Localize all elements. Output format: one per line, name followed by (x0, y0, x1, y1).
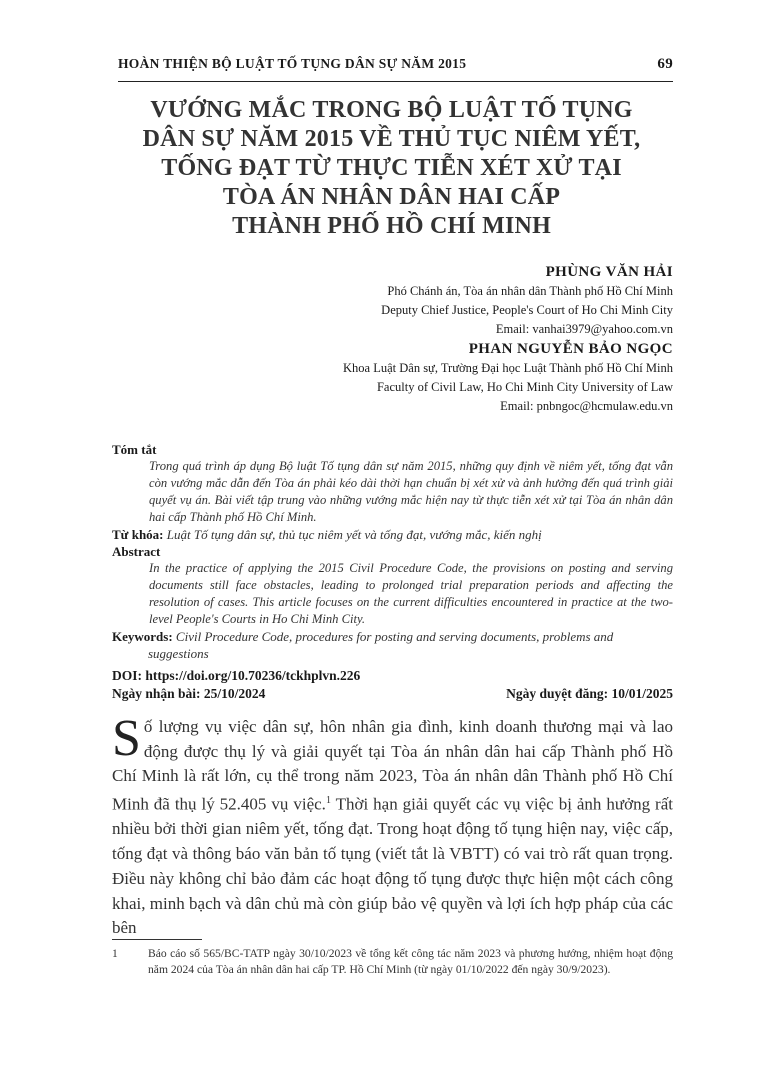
drop-cap: S (112, 710, 141, 767)
body-text (112, 710, 673, 941)
keywords-en-label: Keywords: (112, 629, 173, 644)
author-block (153, 262, 673, 416)
title-line: TỐNG ĐẠT TỪ THỰC TIỄN XÉT XỬ TẠI (161, 155, 622, 181)
footnote-mark[interactable]: 1 (325, 795, 331, 807)
summary-label: Tóm tắt (112, 442, 157, 457)
keywords-vi-text: Luật Tố tụng dân sự, thủ tục niêm yết và tống đạt, vướng mắc, kiến nghị (166, 527, 542, 542)
author-email[interactable]: Email: vanhai3979@yahoo.com.vn (495, 322, 673, 336)
author-name: PHÙNG VĂN HẢI (545, 264, 673, 280)
title-line: THÀNH PHỐ HỒ CHÍ MINH (232, 213, 551, 239)
footnote-text: Báo cáo số 565/BC-TATP ngày 30/10/2023 về tổng kết công tác năm 2023 và phương hướng, nhiệm hoạt động năm 2024 của Tòa án nhân dân hai cấp TP. Hồ Chí Minh (từ ngày 01/10/2022 đến ngày 30/9/2023). (148, 947, 673, 976)
body-text-part: Thời hạn giải quyết các vụ việc bị ảnh hưởng rất nhiều bởi thời gian niêm yết, tống đạt. Trong hoạt động tố tụng hiện nay, việc cấp, tống đạt và thông báo văn bản tố tụng (viết tắt là VBTT) có vai trò rất quan trọng. Điều này không chỉ bảo đảm các hoạt động tố tụng được thực hiện một cách công khai, minh bạch và dân chủ mà còn giúp bảo vệ quyền và lợi ích hợp pháp của các bên (112, 794, 673, 938)
running-head-title: HOÀN THIỆN BỘ LUẬT TỐ TỤNG DÂN SỰ NĂM 2015 (118, 56, 467, 71)
abstract-block (112, 441, 673, 662)
title-line: VƯỚNG MẮC TRONG BỘ LUẬT TỐ TỤNG (150, 97, 633, 123)
summary-text: Trong quá trình áp dụng Bộ luật Tố tụng dân sự năm 2015, những quy định về niêm yết, tống đạt vẫn còn vướng mắc dẫn đến Tòa án phải kéo dài thời hạn chuẩn bị xét xử và ảnh hưởng đến quá trình giải quyết vụ án. Bài viết tập trung vào những vướng mắc hiện nay từ thực tiễn xét xử tại Tòa án nhân dân hai cấp Thành phố Hồ Chí Minh. (149, 459, 673, 524)
received-date: Ngày nhận bài: 25/10/2024 (112, 686, 266, 701)
author-email[interactable]: Email: pnbngoc@hcmulaw.edu.vn (500, 399, 673, 413)
article-title (100, 96, 683, 241)
footnote (112, 946, 673, 978)
page-number: 69 (657, 56, 673, 72)
footnote-number: 1 (112, 947, 118, 960)
footnote-rule (112, 939, 202, 940)
keywords-en-text: Civil Procedure Code, procedures for posting and serving documents, problems and (175, 629, 614, 644)
keywords-en-text-cont: suggestions (148, 646, 209, 661)
accepted-date: Ngày duyệt đăng: 10/01/2025 (506, 686, 673, 701)
keywords-vi (112, 526, 673, 543)
author-affiliation-en: Faculty of Civil Law, Ho Chi Minh City University of Law (376, 380, 673, 394)
abstract-text: In the practice of applying the 2015 Civil Procedure Code, the provisions on posting and serving documents still face obstacles, leading to prolonged trial preparation periods and affecting the resolution of cases. This article focuses on the current difficulties encountered in practice at the two-level People's Courts in Ho Chi Minh City. (149, 561, 673, 626)
body-text-part: ố lượng vụ việc dân sự, hôn nhân gia đình, kinh doanh thương mại và lao động được thụ lý và giải quyết tại Tòa án nhân dân hai cấp Thành phố Hồ Chí Minh là rất lớn, cụ thể trong năm 2023, Tòa án nhân dân Thành phố Hồ Chí Minh đã thụ lý 52.405 vụ việc. (112, 717, 673, 814)
title-line: TÒA ÁN NHÂN DÂN HAI CẤP (222, 184, 561, 210)
doi[interactable]: DOI: https://doi.org/10.70236/tckhplvn.226 (112, 668, 361, 683)
header-rule (118, 81, 673, 82)
author-affiliation-vi: Khoa Luật Dân sự, Trường Đại học Luật Thành phố Hồ Chí Minh (343, 361, 673, 375)
title-line: DÂN SỰ NĂM 2015 VỀ THỦ TỤC NIÊM YẾT, (142, 126, 641, 152)
keywords-vi-label: Từ khóa: (112, 527, 164, 542)
body-paragraph (112, 710, 673, 941)
author-affiliation-en: Deputy Chief Justice, People's Court of Ho Chi Minh City (381, 303, 673, 317)
keywords-en (112, 628, 673, 645)
author-affiliation-vi: Phó Chánh án, Tòa án nhân dân Thành phố Hồ Chí Minh (387, 284, 673, 298)
dates-row (112, 686, 673, 702)
abstract-label: Abstract (112, 544, 161, 559)
author-name: PHAN NGUYỄN BẢO NGỌC (468, 341, 673, 357)
